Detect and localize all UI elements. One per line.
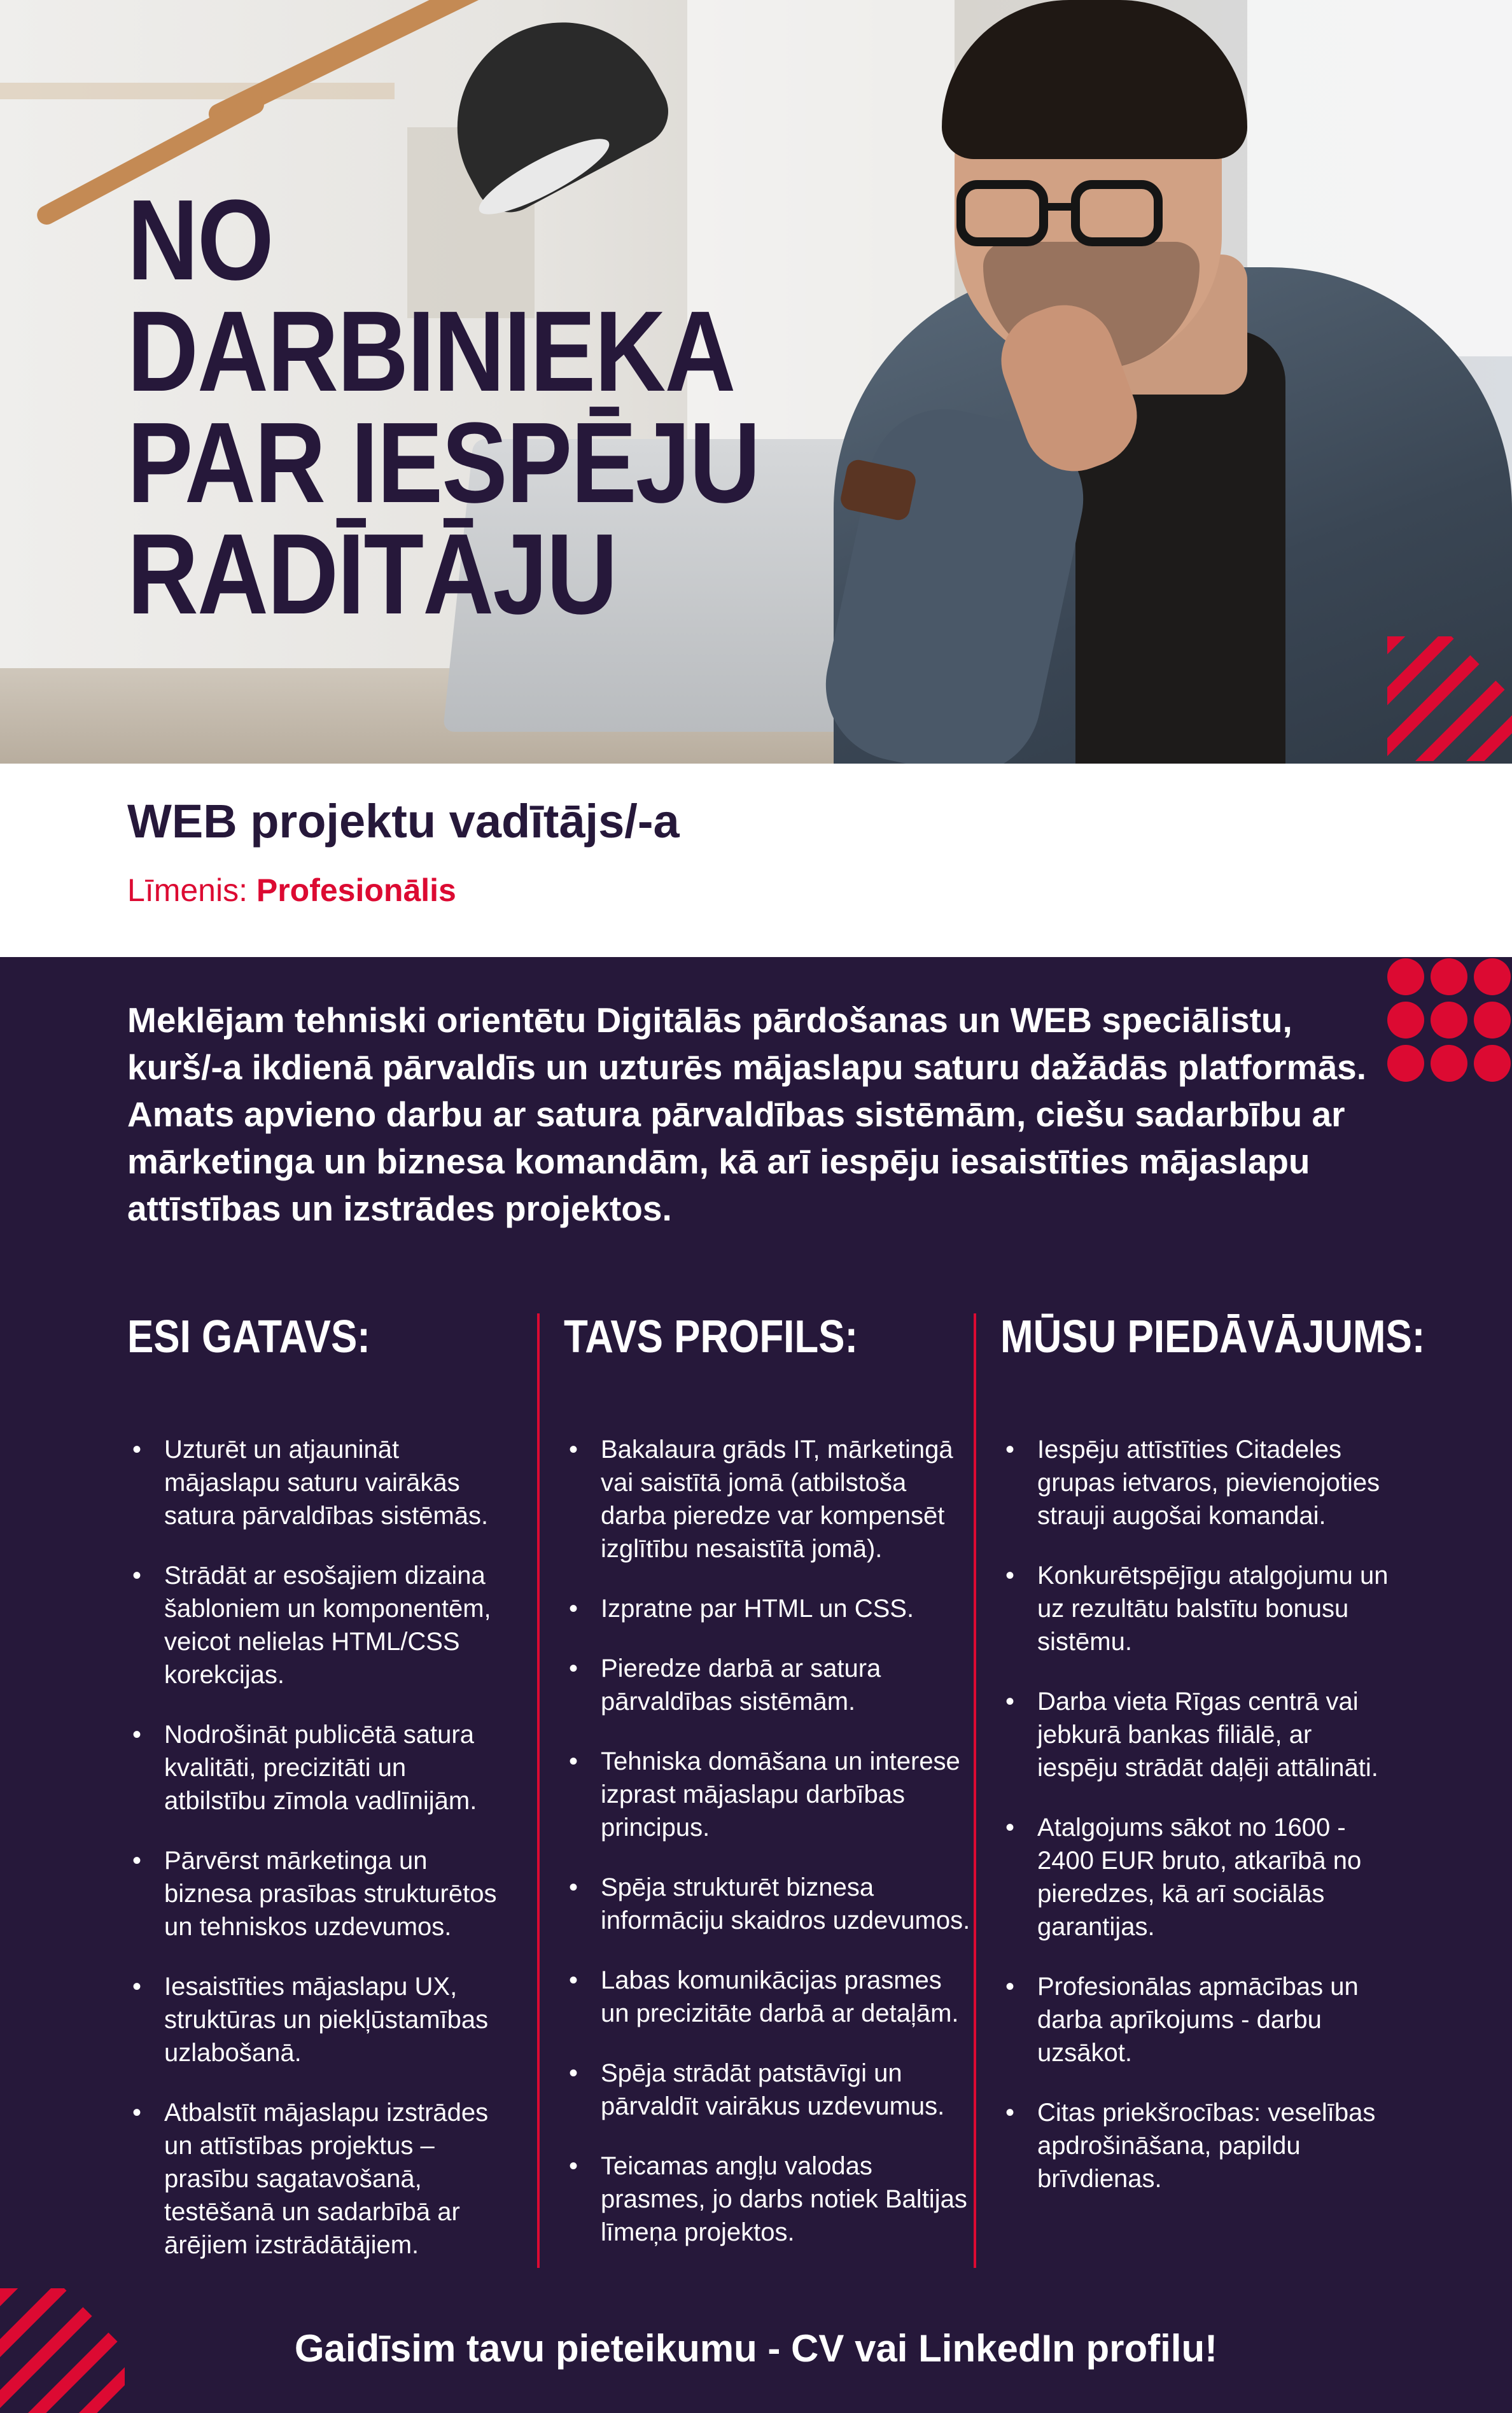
hero-headline-line: NO xyxy=(127,176,273,304)
list-item: • Darba vieta Rīgas centrā vai jebkurā bankas filiālē, ar iespēju strādāt daļēji attālināti. xyxy=(1037,1685,1395,1784)
list-item: • Spēja strādāt patstāvīgi un pārvaldīt vairākus uzdevumus. xyxy=(601,2057,971,2123)
footer-call-to-action: Gaidīsim tavu pieteikumu - CV vai LinkedIn profilu! xyxy=(294,2327,1218,2370)
column-esi-gatavs xyxy=(127,1311,509,2288)
list-item: • Nodrošināt publicētā satura kvalitāti, precizitāti un atbilstību zīmola vadlīnijām. xyxy=(164,1718,509,1817)
bullet-list xyxy=(564,1433,971,2249)
list-item: • Strādāt ar esošajiem dizaina šabloniem un komponentēm, veicot nelielas HTML/CSS korekcijas. xyxy=(164,1559,509,1691)
list-item: • Spēja strukturēt biznesa informāciju skaidros uzdevumos. xyxy=(601,1871,971,1937)
glasses-shape xyxy=(948,172,1177,255)
list-item: • Iespēju attīstīties Citadeles grupas ietvaros, pievienojoties strauji augošai komandai. xyxy=(1037,1433,1395,1532)
job-level-label: Līmenis: xyxy=(127,872,248,908)
hero-photo xyxy=(0,0,1512,764)
list-item: • Atbalstīt mājaslapu izstrādes un attīstības projektus – prasību sagatavošanā, testēšanā un sadarbībā ar ārējiem izstrādātājiem. xyxy=(164,2096,509,2262)
list-item: • Profesionālas apmācības un darba aprīkojums - darbu uzsākot. xyxy=(1037,1970,1395,2069)
list-item: • Izpratne par HTML un CSS. xyxy=(601,1592,971,1625)
content-section xyxy=(0,957,1512,2413)
hero-headline-line: PAR IESPĒJU xyxy=(127,399,760,527)
list-item: • Uzturēt un atjaunināt mājaslapu saturu vairākās satura pārvaldības sistēmās. xyxy=(164,1433,509,1532)
red-dots-decoration xyxy=(1387,957,1512,1082)
intro-paragraph: Meklējam tehniski orientētu Digitālās pārdošanas un WEB speciālistu, kurš/-a ikdienā pārvaldīs un uzturēs mājaslapu saturu dažādās platformās. Amats apvieno darbu ar satura pārvaldības sistēmām, ciešu sadarbību ar mārketinga un biznesa komandām, kā arī iespēju iesaistīties mājaslapu attīstības un izstrādes projektos. xyxy=(127,1000,1367,1228)
list-item: • Pieredze darbā ar satura pārvaldības sistēmām. xyxy=(601,1652,971,1718)
column-tavs-profils xyxy=(564,1311,971,2276)
list-item: • Iesaistīties mājaslapu UX, struktūras un piekļūstamības uzlabošanā. xyxy=(164,1970,509,2069)
list-item: • Bakalaura grāds IT, mārketingā vai saistītā jomā (atbilstoša darba pieredze var kompensēt izglītību nesaistītā jomā). xyxy=(601,1433,971,1565)
job-level xyxy=(127,872,456,909)
list-item: • Labas komunikācijas prasmes un precizitāte darbā ar detaļām. xyxy=(601,1964,971,2030)
column-divider xyxy=(537,1313,540,2268)
bullet-list xyxy=(1000,1433,1395,2195)
job-title: WEB projektu vadītājs/-a xyxy=(127,795,680,848)
list-item: • Pārvērst mārketinga un biznesa prasības strukturētos un tehniskos uzdevumos. xyxy=(164,1844,509,1943)
list-item: • Teicamas angļu valodas prasmes, jo darbs notiek Baltijas līmeņa projektos. xyxy=(601,2150,971,2249)
hero-headline-line: DARBINIEKA xyxy=(127,288,735,416)
column-divider xyxy=(974,1313,976,2268)
job-level-value: Profesionālis xyxy=(256,872,456,908)
column-heading: TAVS PROFILS: xyxy=(564,1311,858,1362)
list-item: • Konkurētspējīgu atalgojumu un uz rezultātu balstītu bonusu sistēmu. xyxy=(1037,1559,1395,1658)
list-item: • Citas priekšrocības: veselības apdrošināšana, papildu brīvdienas. xyxy=(1037,2096,1395,2195)
column-heading: MŪSU PIEDĀVĀJUMS: xyxy=(1000,1311,1425,1362)
list-item: • Atalgojums sākot no 1600 - 2400 EUR bruto, atkarībā no pieredzes, kā arī sociālās garantijas. xyxy=(1037,1811,1395,1943)
hero-headline xyxy=(127,176,760,638)
list-item: • Tehniska domāšana un interese izprast mājaslapu darbības principus. xyxy=(601,1745,971,1844)
hero-headline-line: RADĪTĀJU xyxy=(127,510,617,638)
job-title-band xyxy=(0,764,1512,957)
bullet-list xyxy=(127,1433,509,2262)
red-stripes-decoration xyxy=(1387,636,1512,761)
column-heading: ESI GATAVS: xyxy=(127,1311,370,1362)
column-musu-piedavajums xyxy=(1000,1311,1425,2222)
